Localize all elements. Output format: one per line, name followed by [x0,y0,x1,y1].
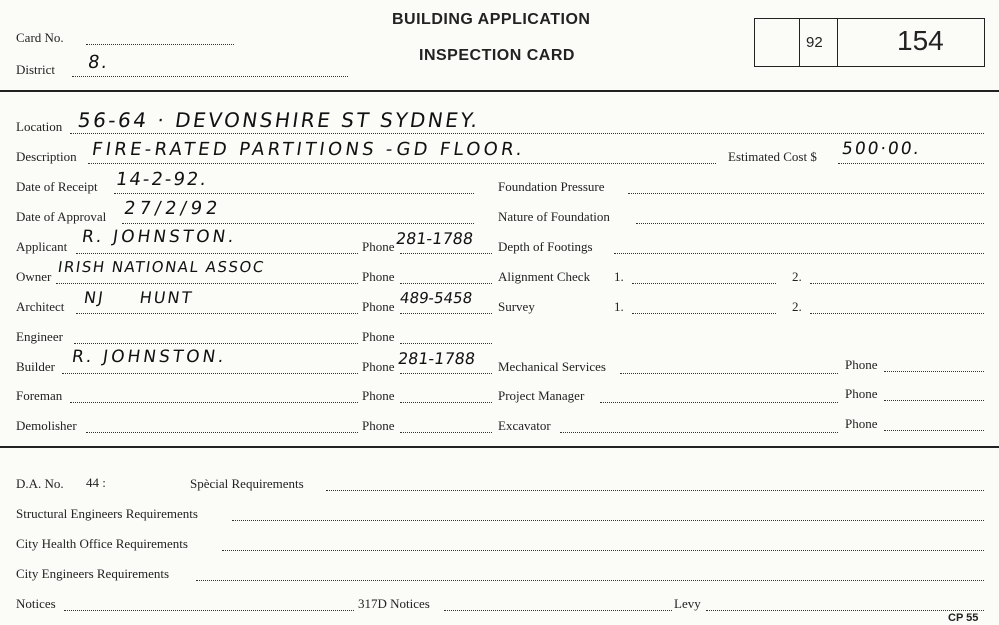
district-value: 8. [86,52,111,73]
architect-phone-value: 489-5458 [398,289,474,307]
builder-field[interactable] [62,373,358,374]
builder-value: R. JOHNSTON. [70,347,228,367]
form-code: CP 55 [948,612,979,624]
description-value: FIRE-RATED PARTITIONS -GD FLOOR. [90,139,527,160]
mechanical-services-label: Mechanical Services [498,359,606,374]
owner-value: IRISH NATIONAL ASSOC [56,258,267,276]
survey-field-2[interactable] [810,313,984,314]
applicant-label: Applicant [16,239,68,254]
card-number-value: 154 [897,25,944,56]
notices-label: Notices [16,596,56,611]
notices-317d-field[interactable] [444,610,672,611]
architect-phone-field[interactable] [400,313,492,314]
excavator-phone-field[interactable] [884,430,984,431]
demolisher-field[interactable] [86,432,358,433]
card-no-label: Card No. [16,30,64,45]
date-of-approval-field[interactable] [122,223,474,224]
mechanical-services-phone-field[interactable] [884,371,984,372]
alignment-check-item2: 2. [792,269,802,284]
box-divider-2 [837,19,838,66]
architect-value: NJ HUNT [82,288,195,307]
owner-label: Owner [16,269,52,284]
demolisher-phone-label: Phone [362,418,395,433]
project-manager-phone-label: Phone [845,386,878,401]
date-of-approval-label: Date of Approval [16,209,107,224]
city-health-field[interactable] [222,550,984,551]
da-no-value: 44 : [86,475,106,490]
city-engineers-field[interactable] [196,580,984,581]
location-value: 56-64 · DEVONSHIRE ST SYDNEY. [76,108,482,132]
da-no-label: D.A. No. [16,476,64,491]
levy-field[interactable] [706,610,984,611]
survey-label: Survey [498,299,535,314]
box-divider-1 [799,19,800,66]
builder-phone-field[interactable] [400,373,492,374]
applicant-value: R. JOHNSTON. [80,227,238,247]
top-rule [0,90,999,92]
notices-field[interactable] [64,610,354,611]
project-manager-phone-field[interactable] [884,400,984,401]
foundation-pressure-label: Foundation Pressure [498,179,605,194]
engineer-field[interactable] [74,343,358,344]
foreman-label: Foreman [16,388,63,403]
owner-field[interactable] [56,283,358,284]
district-label: District [16,62,55,77]
card-number-box [754,18,985,67]
alignment-check-field-2[interactable] [810,283,984,284]
applicant-phone-label: Phone [362,239,395,254]
district-field[interactable] [72,76,348,77]
project-manager-field[interactable] [600,402,838,403]
excavator-field[interactable] [560,432,838,433]
alignment-check-item1: 1. [614,269,624,284]
depth-of-footings-label: Depth of Footings [498,239,593,254]
project-manager-label: Project Manager [498,388,585,403]
alignment-check-field-1[interactable] [632,283,776,284]
mechanical-services-field[interactable] [620,373,838,374]
builder-phone-value: 281-1788 [396,349,477,368]
estimated-cost-value: 500·00. [840,139,923,159]
city-health-label: City Health Office Requirements [16,536,188,551]
builder-label: Builder [16,359,55,374]
demolisher-label: Demolisher [16,418,77,433]
depth-of-footings-field[interactable] [614,253,984,254]
form-title-line2: INSPECTION CARD [419,47,575,64]
survey-item2: 2. [792,299,802,314]
owner-phone-label: Phone [362,269,395,284]
date-of-approval-value: 27/2/92 [122,198,223,219]
mechanical-services-phone-label: Phone [845,357,878,372]
architect-phone-label: Phone [362,299,395,314]
architect-label: Architect [16,299,65,314]
estimated-cost-field[interactable] [838,163,984,164]
nature-of-foundation-label: Nature of Foundation [498,209,610,224]
levy-label: Levy [674,596,701,611]
engineer-phone-label: Phone [362,329,395,344]
structural-engineers-field[interactable] [232,520,984,521]
survey-field-1[interactable] [632,313,776,314]
date-of-receipt-label: Date of Receipt [16,179,98,194]
applicant-phone-value: 281-1788 [394,229,475,248]
location-label: Location [16,119,63,134]
year-value: 92 [806,34,823,51]
card-no-field[interactable] [86,44,234,45]
date-of-receipt-field[interactable] [114,193,474,194]
middle-rule [0,446,999,448]
estimated-cost-label: Estimated Cost $ [728,149,817,164]
survey-item1: 1. [614,299,624,314]
engineer-label: Engineer [16,329,63,344]
description-label: Description [16,149,77,164]
location-field[interactable] [70,133,984,134]
engineer-phone-field[interactable] [400,343,492,344]
foreman-field[interactable] [70,402,358,403]
special-requirements-label: Spècial Requirements [190,476,304,491]
architect-field[interactable] [76,313,358,314]
excavator-label: Excavator [498,418,551,433]
owner-phone-field[interactable] [400,283,492,284]
excavator-phone-label: Phone [845,416,878,431]
foreman-phone-label: Phone [362,388,395,403]
demolisher-phone-field[interactable] [400,432,492,433]
foundation-pressure-field[interactable] [628,193,984,194]
notices-317d-label: 317D Notices [358,596,430,611]
form-title-line1: BUILDING APPLICATION [392,11,591,28]
alignment-check-label: Alignment Check [498,269,591,284]
structural-engineers-label: Structural Engineers Requirements [16,506,198,521]
date-of-receipt-value: 14-2-92. [114,169,210,190]
nature-of-foundation-field[interactable] [636,223,984,224]
applicant-phone-field[interactable] [400,253,492,254]
description-field[interactable] [88,163,716,164]
special-requirements-field[interactable] [326,490,984,491]
city-engineers-label: City Engineers Requirements [16,566,170,581]
applicant-field[interactable] [76,253,358,254]
builder-phone-label: Phone [362,359,395,374]
foreman-phone-field[interactable] [400,402,492,403]
